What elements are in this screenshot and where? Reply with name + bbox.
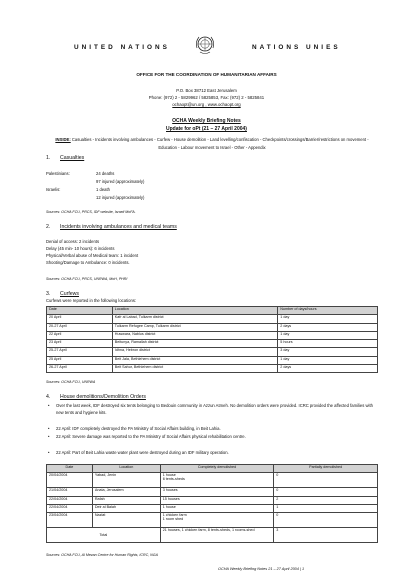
ambulance-line: Delay (45 min- 10 hours): 6 incidents xyxy=(46,246,115,251)
table-cell: Beit Sahur, Bethlehem district xyxy=(112,365,277,373)
column-header: Completely demolished xyxy=(160,465,274,473)
table-cell: 20/04/2004 xyxy=(47,473,93,488)
table-cell: 1 xyxy=(274,504,378,512)
table-cell: 1 chicken farm 1 room shed xyxy=(160,513,274,528)
header-nations-unies: NATIONS UNIES xyxy=(252,44,341,51)
bullet-text: 22 April: IDF completely destroyed the PA Ministry of Social Affairs building, in Beit Lahia. xyxy=(56,426,221,431)
table-cell: Idhna, Hebron district xyxy=(112,348,277,356)
table-cell: Beit Jala, Bethlehem district xyxy=(112,356,277,364)
section-casualties-heading xyxy=(46,155,84,161)
email-line: ochaopt@un.org , www.ochaopt.org xyxy=(172,102,241,107)
table-cell: Huwwara, Nablus district xyxy=(112,331,277,339)
table-cell: 23 April xyxy=(47,340,113,348)
section-curfews-heading xyxy=(46,291,79,297)
table-cell: 1 house 6 tents-sheds xyxy=(160,473,274,488)
table-cell: 3 houses xyxy=(160,488,274,496)
table-cell: Deir al Balah xyxy=(92,504,160,512)
table-cell: 15 houses xyxy=(160,496,274,504)
demolitions-table xyxy=(46,464,378,543)
bullet-icon: • xyxy=(48,426,50,431)
column-header: Date xyxy=(47,307,113,315)
column-header: Partially demolished xyxy=(274,465,378,473)
demolition-bullet xyxy=(48,402,378,417)
section-title: Incidents involving ambulances and medical teams xyxy=(60,224,177,230)
table-cell: Kafr al Labad, Tulkarm district xyxy=(112,315,277,323)
bullet-text: Over the last week, IDF destroyed six tents belonging to Bedouin community in Azzun Atmeh. No demolition orders were provided. ICRC provided the affected families with new tents and hygiene kits. xyxy=(56,403,373,416)
bullet-icon: • xyxy=(48,434,50,439)
ambulance-line: Shooting/Damage to Ambulance: 0 incidents. xyxy=(46,260,130,265)
table-cell: Yabad, Jenin xyxy=(92,473,160,488)
table-row xyxy=(47,488,378,496)
inside-summary xyxy=(46,136,378,151)
table-row xyxy=(47,496,378,504)
table-row xyxy=(47,473,378,488)
table-cell: 3 day xyxy=(278,348,378,356)
header-united-nations: UNITED NATIONS xyxy=(74,44,170,51)
table-cell: Tulkarm Refugee Camp, Tulkarm district xyxy=(112,323,277,331)
palestinian-deaths: 24 deaths xyxy=(96,171,115,176)
table-cell: 2 xyxy=(274,496,378,504)
ambulance-line: Denial of access: 2 incidents xyxy=(46,239,100,244)
ambulance-line: Physical/Verbal abuse of Medical team: 1 incident xyxy=(46,253,139,258)
table-cell: Anata, Jerusalem xyxy=(92,488,160,496)
table-row xyxy=(47,340,378,348)
total-partially-demolished: 3 xyxy=(274,528,378,543)
table-row xyxy=(47,504,378,512)
demolition-bullet xyxy=(48,433,378,440)
total-completely-demolished: 21 houses, 1 chicken farm, 8 tents-sheds, 1 rooms-shed xyxy=(160,528,274,543)
column-header: Location xyxy=(112,307,277,315)
table-cell: 22/04/2004 xyxy=(47,504,93,512)
table-cell: 20 April xyxy=(47,315,113,323)
table-cell: 26-27 April xyxy=(47,365,113,373)
table-cell: 0 xyxy=(274,488,378,496)
table-total-row xyxy=(47,528,378,543)
table-cell: 23/04/2004 xyxy=(47,513,93,528)
palestinians-label: Palestinians: xyxy=(46,171,70,176)
table-cell: 2 days xyxy=(278,323,378,331)
section-title: House demolitions/Demolition Orders xyxy=(60,394,146,400)
column-header: Number of days/hours xyxy=(278,307,378,315)
office-name: OFFICE FOR THE COORDINATION OF HUMANITARIAN AFFAIRS xyxy=(136,72,277,77)
table-cell: 1 day xyxy=(278,315,378,323)
table-cell: 1 house xyxy=(160,504,274,512)
demolitions-sources: Sources: OCHA FCU, Al Mezan Centre for Human Rights, ICRC, NGA xyxy=(46,553,158,557)
table-header-row xyxy=(47,307,378,315)
section-number: 3. xyxy=(46,291,51,297)
table-row xyxy=(47,323,378,331)
phone-line: Phone: (972) 2 - 5829962 / 5825853, Fax: (972) 2 - 5825841 xyxy=(148,95,265,100)
table-cell: 22 April xyxy=(47,331,113,339)
inside-text: Casualties - Incidents involving ambulances - Curfew - House demolition - Land levelling/confiscation - Checkpoints/crossings/Barrier/restrictions on movement - Education - Labour movement to Israel - Other - Appendix xyxy=(71,137,369,150)
section-title: Casualties xyxy=(60,155,85,161)
section-number: 2. xyxy=(46,224,51,230)
bullet-text: 22 April: Part of Beit Lahia waste water plant were destroyed during an IDF military operation. xyxy=(56,450,229,455)
table-cell: 20-27 April xyxy=(47,323,113,331)
page-title: OCHA Weekly Briefing Notes xyxy=(172,118,241,124)
table-cell: 22/04/2004 xyxy=(47,496,93,504)
page-subtitle: Update for oPt (21 – 27 April 2004) xyxy=(166,126,247,132)
table-cell: 1 day xyxy=(278,356,378,364)
israelis-label: Israelis: xyxy=(46,187,61,192)
table-row xyxy=(47,356,378,364)
table-cell: Rafah xyxy=(92,496,160,504)
curfews-table xyxy=(46,306,378,373)
table-row xyxy=(47,513,378,528)
israeli-injured: 12 injured (approximately) xyxy=(96,195,145,200)
table-row xyxy=(47,315,378,323)
total-label: Total xyxy=(47,528,161,543)
table-cell: 2 days xyxy=(278,365,378,373)
page-footer: OCHA Weekly Briefing Notes 21 – 27 April 2004 | 1 xyxy=(218,567,305,571)
inside-label: INSIDE: xyxy=(55,137,71,142)
table-cell: 21/04/2004 xyxy=(47,488,93,496)
column-header: Location xyxy=(92,465,160,473)
table-header-row xyxy=(47,465,378,473)
table-cell: 5 hours xyxy=(278,340,378,348)
bullet-icon: • xyxy=(48,403,50,408)
table-cell: 0 xyxy=(274,513,378,528)
section-number: 1. xyxy=(46,155,51,161)
section-ambulances-heading xyxy=(46,224,177,230)
curfews-sources: Sources: OCHA FCU, UNRWA xyxy=(46,380,96,384)
table-row xyxy=(47,331,378,339)
table-row xyxy=(47,348,378,356)
section-number: 4. xyxy=(46,394,51,400)
palestinian-injured: 97 injured (approximately) xyxy=(96,179,145,184)
bullet-icon: • xyxy=(48,450,50,455)
section-demolitions-heading xyxy=(46,394,146,400)
column-header: Date xyxy=(47,465,93,473)
table-row xyxy=(47,365,378,373)
address-line: P.O. Box 38712 East Jerusalem xyxy=(176,88,237,93)
section-title: Curfews xyxy=(60,291,80,297)
curfews-intro: Curfews were reported in the following locations: xyxy=(46,298,137,303)
table-cell: 25 April xyxy=(47,356,113,364)
casualties-sources: Sources: OCHA FCU, PRCS, IDF website, Israeli MoFA. xyxy=(46,210,136,214)
demolition-bullet xyxy=(48,449,378,456)
table-cell: Beitunya, Ramallah district xyxy=(112,340,277,348)
ambulance-sources: Sources: OCHA FCU, PRCS, UNRWA, MoH, PHRI xyxy=(46,277,128,281)
table-cell: 0 xyxy=(274,473,378,488)
table-cell: Nazlat xyxy=(92,513,160,528)
table-cell: 1 day xyxy=(278,331,378,339)
israeli-deaths: 1 death xyxy=(96,187,110,192)
bullet-text: 22 April: Severe damage was reported to the PA Ministry of Social Affairs physical rehabilitation centre. xyxy=(56,434,246,439)
un-emblem-icon xyxy=(194,34,216,56)
table-cell: 25-27 April xyxy=(47,348,113,356)
demolition-bullet xyxy=(48,425,378,432)
